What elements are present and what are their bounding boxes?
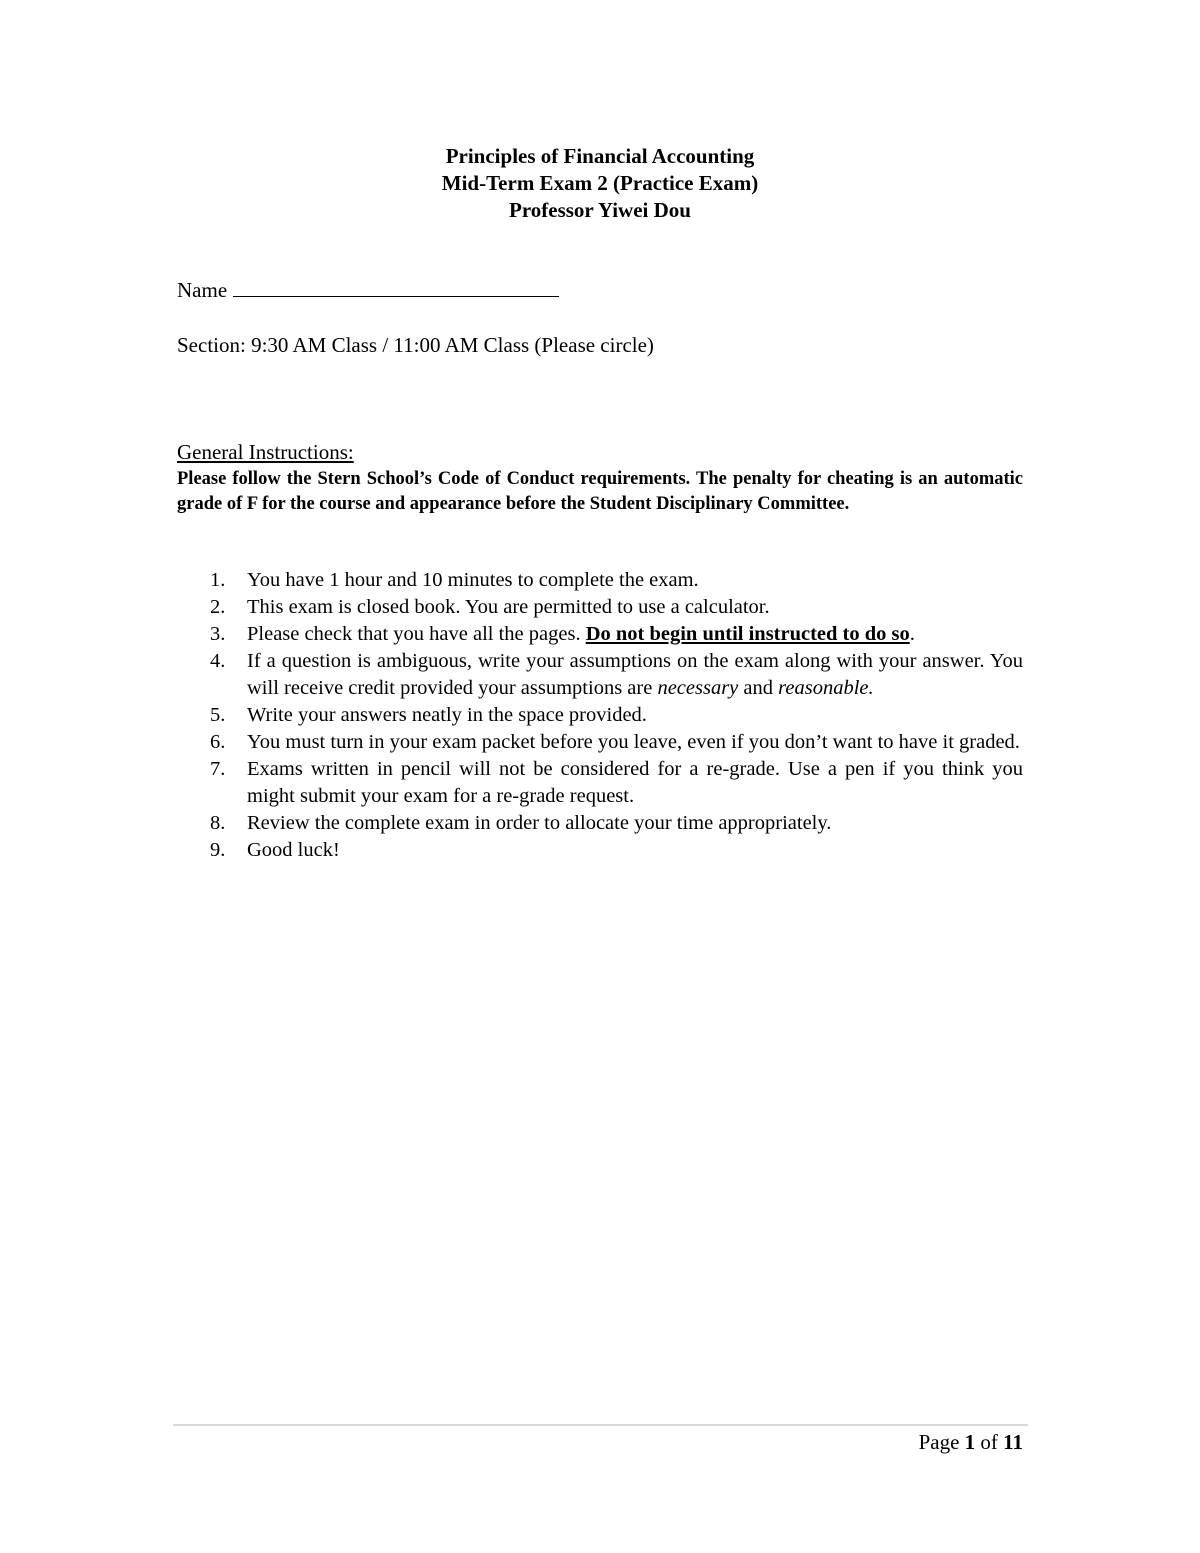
page-word: Page (918, 1430, 960, 1454)
footer-divider (173, 1424, 1028, 1426)
professor-name: Professor Yiwei Dou (509, 198, 691, 222)
item-text: Good luck! (247, 839, 340, 861)
exam-title: Mid-Term Exam 2 (Practice Exam) (441, 171, 759, 195)
list-item (177, 621, 1023, 648)
item-emphasis: Do not begin until instructed to do so (585, 623, 910, 645)
item-number: 6. (210, 731, 226, 753)
page-number-footer (919, 1430, 1023, 1455)
name-field (177, 278, 559, 303)
item-text: This exam is closed book. You are permitted to use a calculator. (247, 596, 770, 618)
course-title: Principles of Financial Accounting (445, 144, 755, 168)
item-text: If a question is ambiguous, write your assumptions on the exam along with your answer. You will receive credit provided your assumptions are (247, 650, 1023, 699)
item-text: You have 1 hour and 10 minutes to complete the exam. (247, 569, 699, 591)
list-item (177, 837, 1023, 864)
list-item (177, 648, 1023, 702)
list-item (177, 594, 1023, 621)
item-number: 5. (210, 704, 226, 726)
current-page-number: 1 (964, 1430, 976, 1454)
list-item (177, 702, 1023, 729)
item-text: Write your answers neatly in the space provided. (247, 704, 647, 726)
item-number: 9. (210, 839, 226, 861)
item-italic-reasonable: reasonable. (778, 677, 874, 699)
item-text: Exams written in pencil will not be considered for a re-grade. Use a pen if you think you might submit your exam for a re-grade request. (247, 758, 1023, 807)
of-word: of (980, 1430, 998, 1454)
section-selection: Section: 9:30 AM Class / 11:00 AM Class (Please circle) (177, 333, 654, 357)
list-item (177, 756, 1023, 810)
instructions-list (177, 567, 1023, 864)
list-item (177, 810, 1023, 837)
name-label: Name (177, 278, 228, 302)
instructions-heading: General Instructions: (177, 440, 354, 464)
list-item (177, 567, 1023, 594)
item-number: 4. (210, 650, 226, 672)
name-blank-line[interactable] (233, 278, 559, 297)
item-number: 8. (210, 812, 226, 834)
item-number: 7. (210, 758, 226, 780)
item-number: 2. (210, 596, 226, 618)
title-block (0, 143, 1200, 224)
item-italic-necessary: necessary (657, 677, 739, 699)
total-pages-number: 11 (1003, 1430, 1023, 1454)
item-mid: and (738, 677, 779, 699)
item-text: You must turn in your exam packet before you leave, even if you don’t want to have it graded. (247, 731, 1020, 753)
item-tail: . (909, 623, 915, 645)
item-number: 3. (210, 623, 226, 645)
item-text: Please check that you have all the pages. (247, 623, 586, 645)
list-item (177, 729, 1023, 756)
item-number: 1. (210, 569, 226, 591)
item-text: Review the complete exam in order to allocate your time appropriately. (247, 812, 832, 834)
conduct-notice: Please follow the Stern School’s Code of Conduct requirements. The penalty for cheating is an automatic grade of F for the course and appearance before the Student Disciplinary Committee. (177, 469, 1023, 514)
